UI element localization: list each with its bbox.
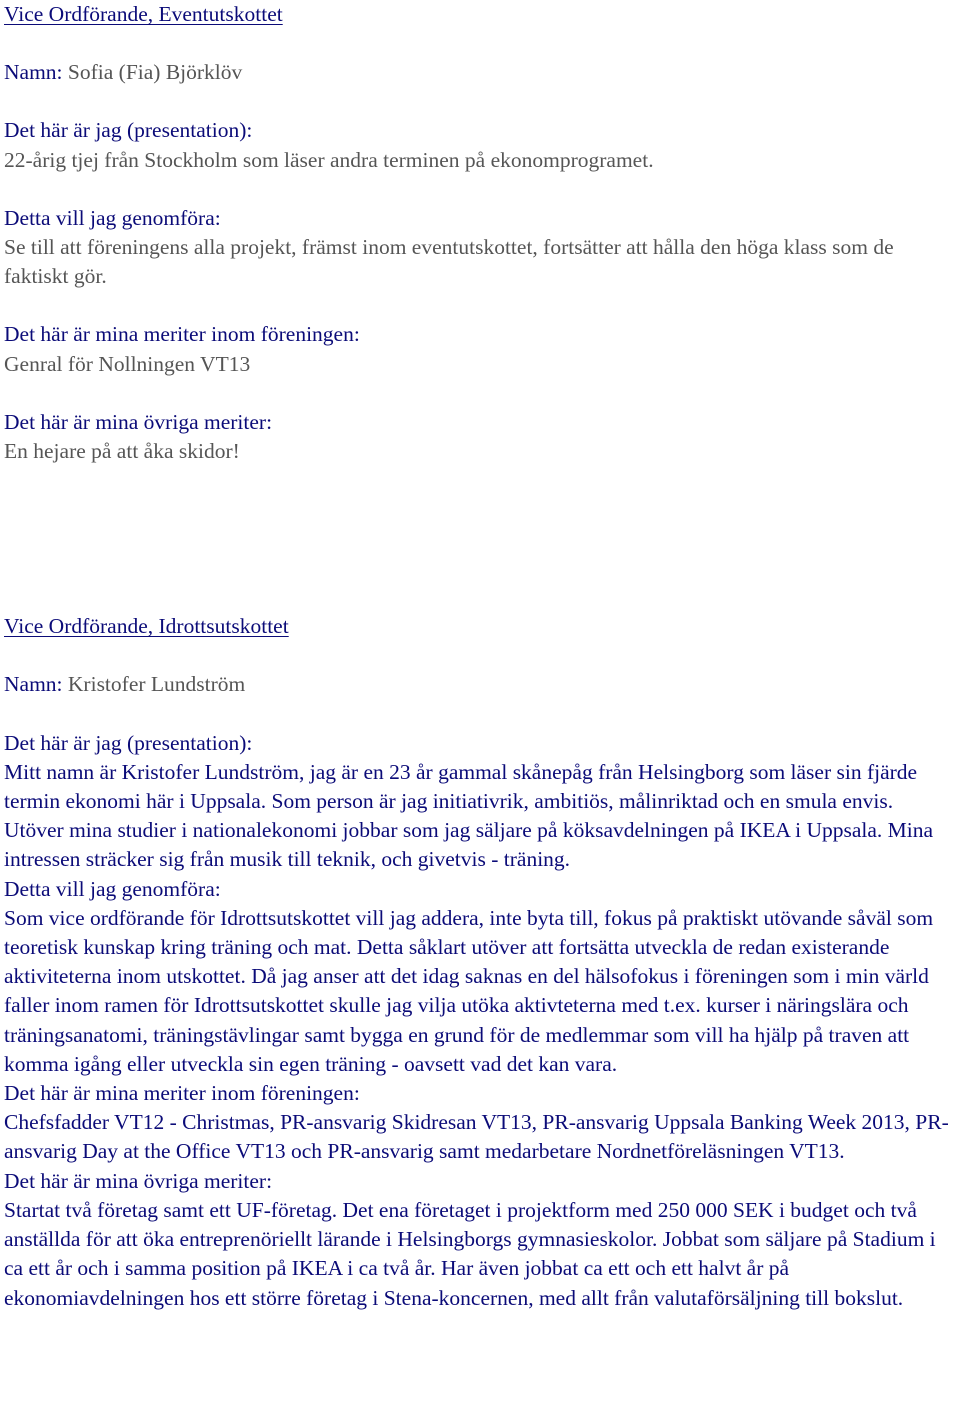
name-label: Namn: xyxy=(4,672,63,697)
presentation-label: Det här är jag (presentation): xyxy=(4,118,253,143)
merits-text: Chefsfadder VT12 - Christmas, PR-ansvarig Skidresan VT13, PR-ansvarig Uppsala Banking Week 2013, PR-ansvarig Day at the Office VT13 och PR-ansvarig samt medarbetare Nordnetföreläsningen VT13. xyxy=(4,1110,949,1164)
name-row xyxy=(4,670,954,699)
merits-label: Det här är mina meriter inom föreningen: xyxy=(4,1081,360,1106)
candidate-section-eventutskottet xyxy=(4,0,954,466)
section-title: Vice Ordförande, Idrottsutskottet xyxy=(4,614,289,639)
other-merits-text: En hejare på att åka skidor! xyxy=(4,439,240,464)
merits-text: Genral för Nollningen VT13 xyxy=(4,351,251,376)
document-page xyxy=(4,0,954,1313)
name-row xyxy=(4,58,954,87)
presentation-text: Mitt namn är Kristofer Lundström, jag är en 23 år gammal skånepåg från Helsingborg som läser sin fjärde termin ekonomi här i Uppsala. Som person är jag initiativrik, ambitiös, målinriktad och en smula envis. Utöver mina studier i nationalekonomi jobbar som jag säljare på köksavdelningen på IKEA i Uppsala. Mina intressen sträcker sig från musik till teknik, och givetvis - träning. xyxy=(4,759,934,872)
goal-text: Som vice ordförande för Idrottsutskottet vill jag addera, inte byta till, fokus på praktiskt utövande såväl som teoretisk kunskap kring träning och mat. Detta såklart utöver att fortsätta utveckla de redan existerande aktiviteterna inom utskottet. Då jag anser att det idag saknas en del hälsofokus i föreningen som i min värld faller inom ramen för Idrottsutskottet skulle jag vilja utöka aktivteterna med t.ex. kurser i näringslära och träningsanatomi, träningstävlingar samt bygga en grund för de medlemmar som vill ha hjälp på traven att komma igång eller utveckla sin egen träning - oavsett vad det kan vara. xyxy=(4,905,934,1076)
name-value: Kristofer Lundström xyxy=(67,672,246,697)
merits-label: Det här är mina meriter inom föreningen: xyxy=(4,322,360,347)
presentation-text: 22-årig tjej från Stockholm som läser andra terminen på ekonomprogramet. xyxy=(4,147,654,172)
goal-text: Se till att föreningens alla projekt, främst inom eventutskottet, fortsätter att hålla den höga klass som de faktiskt gör. xyxy=(4,235,894,289)
name-value: Sofia (Fia) Björklöv xyxy=(67,60,243,85)
other-merits-label: Det här är mina övriga meriter: xyxy=(4,409,273,434)
other-merits-label: Det här är mina övriga meriter: xyxy=(4,1168,273,1193)
section-spacer xyxy=(4,466,954,612)
candidate-section-idrottsutskottet xyxy=(4,612,954,1312)
section-title: Vice Ordförande, Eventutskottet xyxy=(4,2,283,26)
name-label: Namn: xyxy=(4,60,63,85)
goal-label: Detta vill jag genomföra: xyxy=(4,205,221,230)
goal-label: Detta vill jag genomföra: xyxy=(4,876,221,901)
presentation-label: Det här är jag (presentation): xyxy=(4,730,253,755)
other-merits-text: Startat två företag samt ett UF-företag. Det ena företaget i projektform med 250 000 SEK i budget och två anställda för att öka entreprenöriellt lärande i Helsingborgs gymnasieskolor. Jobbat som säljare på Stadium i ca ett år och i samma position på IKEA i ca två år. Har även jobbat ca ett och ett halvt år på ekonomiavdelningen hos ett större företag i Stena-koncernen, med allt från valutaförsäljning till bokslut. xyxy=(4,1197,936,1310)
